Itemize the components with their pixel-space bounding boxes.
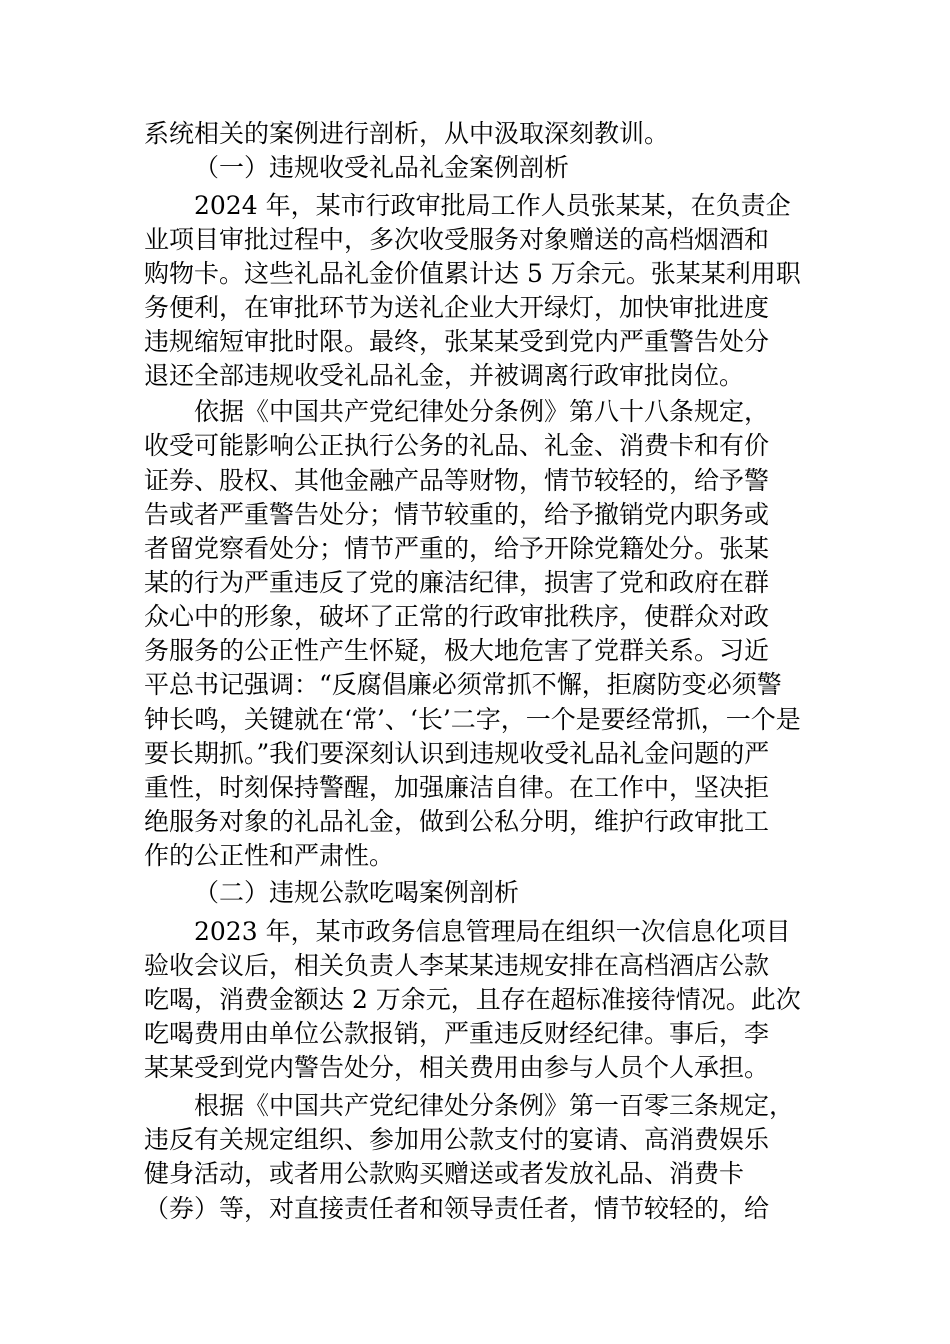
text-line-27: 吃喝费用由单位公款报销，严重违反财经纪律。事后，李: [144, 1019, 770, 1048]
text-line-17: 平总书记强调：“反腐倡廉必须常抓不懈，拒腐防变必须警: [144, 670, 782, 699]
text-line-09: 依据《中国共产党纪律处分条例》第八十八条规定，: [194, 397, 770, 426]
section-heading-2: （二）违规公款吃喝案例剖析: [194, 878, 520, 907]
text-line-22: 作的公正性和严肃性。: [144, 841, 395, 870]
text-line-26: 吃喝，消费金额达 2 万余元，且存在超标准接待情况。此次: [144, 985, 801, 1014]
text-line-08: 退还全部违规收受礼品礼金，并被调离行政审批岗位。: [144, 361, 745, 390]
text-line-03: 2024 年，某市行政审批局工作人员张某某，在负责企: [194, 191, 791, 220]
text-line-14: 某的行为严重违反了党的廉洁纪律，损害了党和政府在群: [144, 568, 770, 597]
section-heading-1: （一）违规收受礼品礼金案例剖析: [194, 153, 570, 182]
text-line-28: 某某受到党内警告处分，相关费用由参与人员个人承担。: [144, 1053, 770, 1082]
text-line-05: 购物卡。这些礼品礼金价值累计达 5 万余元。张某某利用职: [144, 259, 801, 288]
text-line-15: 众心中的形象，破坏了正常的行政审批秩序，使群众对政: [144, 602, 770, 631]
text-line-13: 者留党察看处分；情节严重的，给予开除党籍处分。张某: [144, 534, 770, 563]
text-line-25: 验收会议后，相关负责人李某某违规安排在高档酒店公款: [144, 951, 770, 980]
text-line-10: 收受可能影响公正执行公务的礼品、礼金、消费卡和有价: [144, 431, 770, 460]
text-line-30: 违反有关规定组织、参加用公款支付的宴请、高消费娱乐: [144, 1125, 770, 1154]
text-line-18: 钟长鸣，关键就在‘常’、‘长’二字，一个是要经常抓，一个是: [144, 705, 801, 734]
text-line-19: 要长期抓。”我们要深刻认识到违规收受礼品礼金问题的严: [144, 739, 770, 768]
text-line-16: 务服务的公正性产生怀疑，极大地危害了党群关系。习近: [144, 636, 770, 665]
text-line-01: 系统相关的案例进行剖析，从中汲取深刻教训。: [144, 119, 670, 148]
text-line-21: 绝服务对象的礼品礼金，做到公私分明，维护行政审批工: [144, 807, 770, 836]
text-line-07: 违规缩短审批时限。最终，张某某受到党内严重警告处分: [144, 327, 770, 356]
text-line-29: 根据《中国共产党纪律处分条例》第一百零三条规定，: [194, 1091, 795, 1120]
text-line-12: 告或者严重警告处分；情节较重的，给予撤销党内职务或: [144, 500, 770, 529]
text-line-04: 业项目审批过程中，多次收受服务对象赠送的高档烟酒和: [144, 225, 770, 254]
text-line-06: 务便利，在审批环节为送礼企业大开绿灯，加快审批进度: [144, 293, 770, 322]
text-line-20: 重性，时刻保持警醒，加强廉洁自律。在工作中，坚决拒: [144, 773, 770, 802]
text-line-31: 健身活动，或者用公款购买赠送或者发放礼品、消费卡: [144, 1159, 745, 1188]
text-line-24: 2023 年，某市政务信息管理局在组织一次信息化项目: [194, 917, 791, 946]
text-line-11: 证券、股权、其他金融产品等财物，情节较轻的，给予警: [144, 466, 770, 495]
text-line-32: （券）等，对直接责任者和领导责任者，情节较轻的，给: [144, 1194, 770, 1223]
